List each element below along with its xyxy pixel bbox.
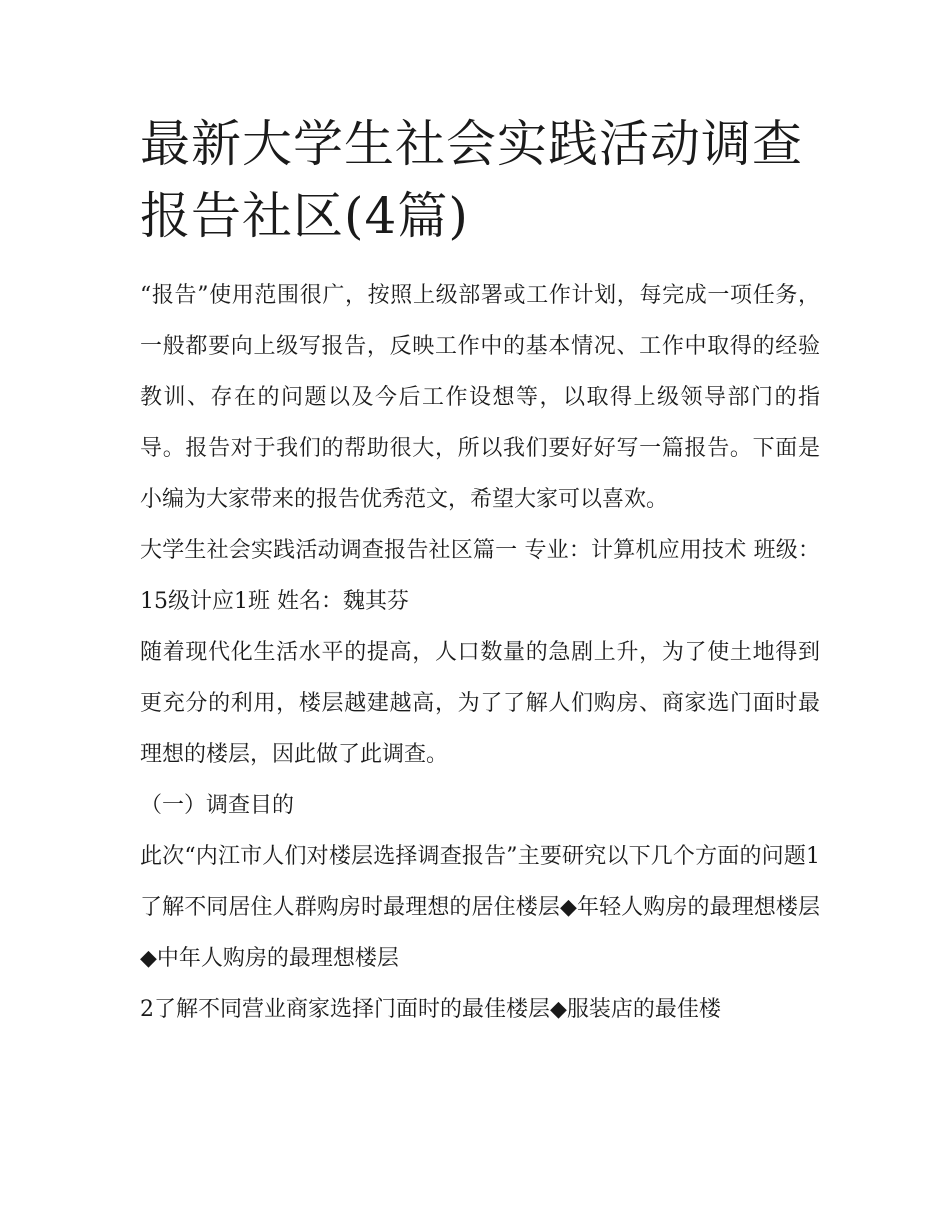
purpose-item-paragraph: 2了解不同营业商家选择门面时的最佳楼层◆服装店的最佳楼: [140, 997, 721, 1022]
background-paragraph: 随着现代化生活水平的提高，人口数量的急剧上升，为了使土地得到更充分的利用，楼层越建越高，为了了解人们购房、商家选门面时最理想的楼层，因此做了此调查。: [140, 640, 820, 767]
intro-paragraph: “报告”使用范围很广，按照上级部署或工作计划，每完成一项任务，一般都要向上级写报告，反映工作中的基本情况、工作中取得的经验教训、存在的问题以及今后工作设想等，以取得上级领导部门的指导。报告对于我们的帮助很大，所以我们要好好写一篇报告。下面是小编为大家带来的报告优秀范文，希望大家可以喜欢。: [140, 283, 820, 512]
report-header-paragraph: 大学生社会实践活动调查报告社区篇一 专业：计算机应用技术 班级：15级计应1班 姓名：魏其芬: [140, 538, 820, 614]
document-page: [140, 108, 820, 1035]
document-title: 最新大学生社会实践活动调查报告社区(4篇): [140, 115, 803, 245]
purpose-paragraph: 此次“内江市人们对楼层选择调查报告”主要研究以下几个方面的问题1了解不同居住人群购房时最理想的居住楼层◆年轻人购房的最理想楼层◆中年人购房的最理想楼层: [140, 844, 820, 971]
section-heading: （一）调查目的: [140, 793, 295, 818]
